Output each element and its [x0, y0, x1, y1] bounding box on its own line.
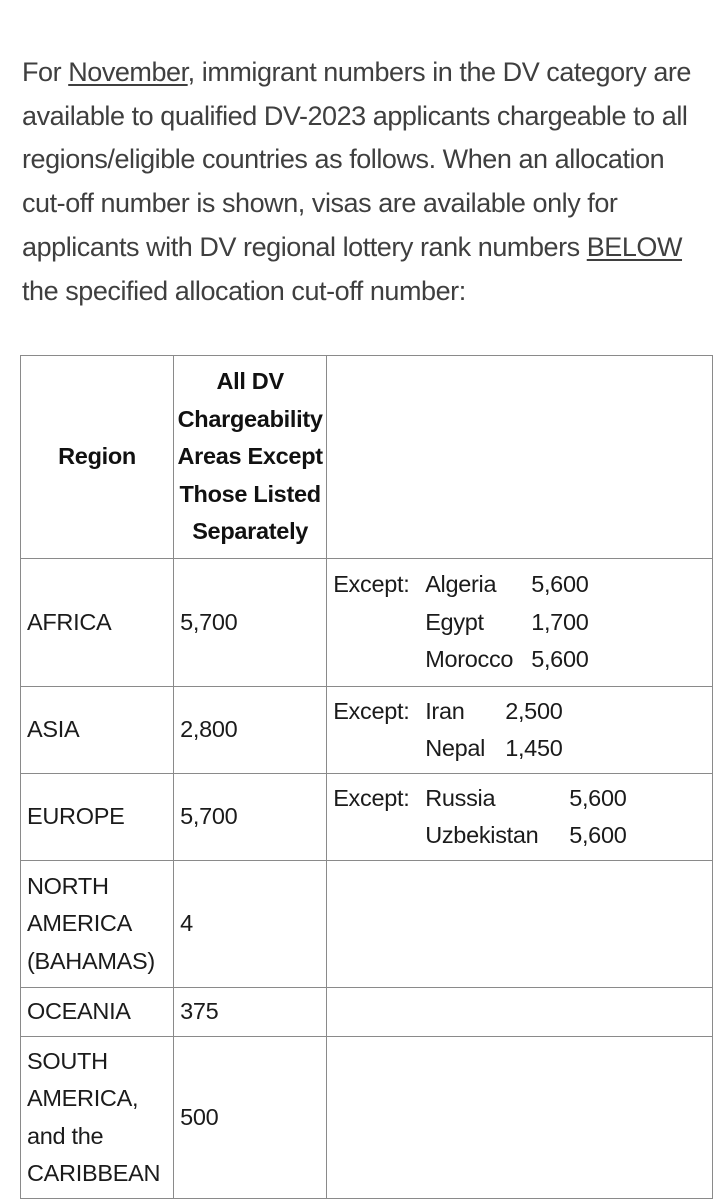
- exception-country: Egypt: [425, 608, 484, 635]
- exception-country: Russia: [425, 784, 496, 811]
- region-cell: SOUTH AMERICA, and the CARIBBEAN: [21, 1037, 174, 1199]
- exceptions-cell: [327, 774, 713, 861]
- header-all-dv: All DV Chargeability Areas Except Those Listed Separately: [174, 356, 327, 559]
- exceptions-cell: [327, 687, 713, 774]
- table-header-row: [21, 356, 713, 559]
- except-label: Except:: [333, 697, 410, 724]
- exceptions-cell: [327, 861, 713, 988]
- intro-paragraph: [22, 51, 712, 313]
- table-row-oceania: [21, 988, 713, 1037]
- region-cell: ASIA: [21, 687, 174, 774]
- except-label: Except:: [333, 571, 410, 598]
- month-underlined: November: [68, 57, 188, 87]
- exception-country: Algeria: [425, 571, 497, 598]
- region-cell: EUROPE: [21, 774, 174, 861]
- table-row-europe: [21, 774, 713, 861]
- table-row-north-america: [21, 861, 713, 988]
- exception-number: 1,450: [505, 735, 563, 761]
- header-region: Region: [21, 356, 174, 559]
- cutoff-value: 4: [174, 861, 327, 988]
- exception-number: 1,700: [531, 608, 589, 635]
- table-row-asia: [21, 687, 713, 774]
- exception-country: Nepal: [425, 735, 486, 761]
- cutoff-value: 5,700: [174, 559, 327, 687]
- exception-number: 5,600: [531, 646, 589, 673]
- header-exceptions: [327, 356, 713, 559]
- region-cell: AFRICA: [21, 559, 174, 687]
- exception-number: 2,500: [505, 697, 563, 724]
- exceptions-cell: [327, 988, 713, 1037]
- dv-cutoff-table: [20, 355, 713, 1199]
- exception-country: Uzbekistan: [425, 822, 539, 848]
- cutoff-value: 500: [174, 1037, 327, 1199]
- intro-text-3: the specified allocation cut-off number:: [22, 275, 466, 306]
- except-label: Except:: [333, 784, 410, 811]
- cutoff-value: 375: [174, 988, 327, 1037]
- exception-number: 5,600: [569, 822, 627, 848]
- exception-number: 5,600: [569, 784, 627, 811]
- table-row-africa: [21, 559, 713, 687]
- table-row-south-america: [21, 1037, 713, 1199]
- intro-text-1: For: [22, 57, 69, 87]
- region-cell: OCEANIA: [21, 988, 174, 1037]
- cutoff-value: 5,700: [174, 774, 327, 861]
- intro-text-2: , immigrant numbers in the DV category are available to qualified DV-2023 applicants chargeable to all regions/eligible countries as follows. When an allocation cut-off number is shown, visas are available only for applicants with DV regional lottery rank numbers: [22, 57, 691, 262]
- region-cell: NORTH AMERICA (BAHAMAS): [21, 861, 174, 988]
- exception-country: Morocco: [425, 646, 514, 673]
- cutoff-value: 2,800: [174, 687, 327, 774]
- exceptions-cell: [327, 559, 713, 687]
- exception-number: 5,600: [531, 571, 589, 598]
- exceptions-cell: [327, 1037, 713, 1199]
- below-underlined: BELOW: [586, 231, 683, 262]
- exception-country: Iran: [425, 697, 465, 724]
